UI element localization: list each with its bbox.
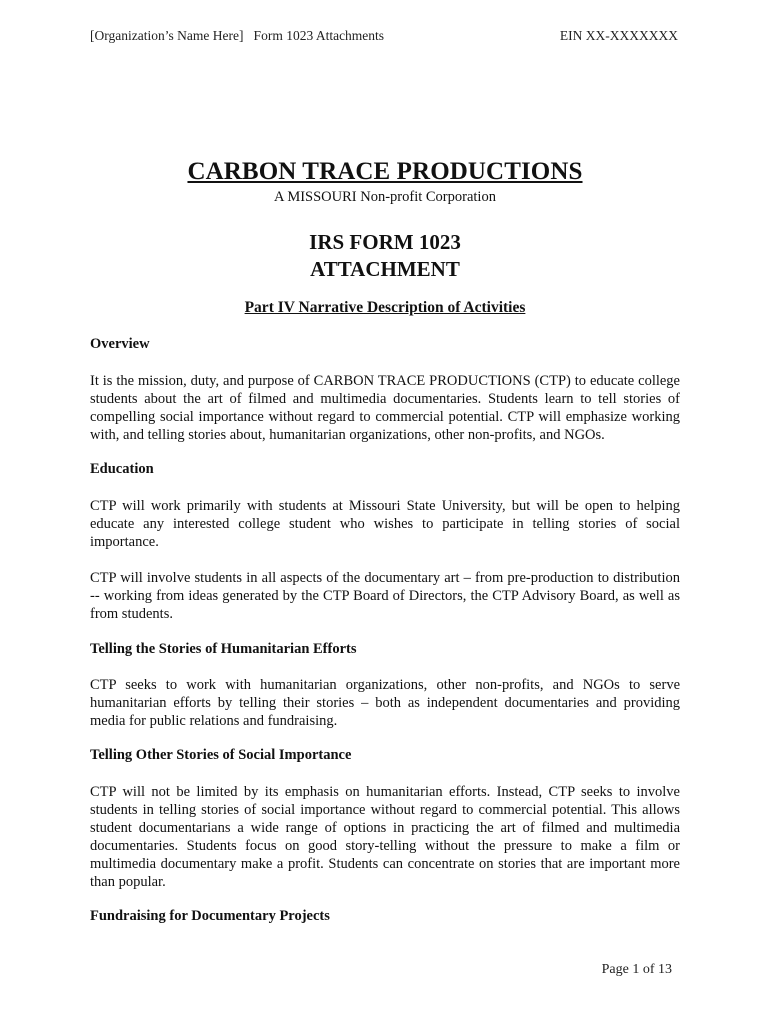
running-header xyxy=(90,28,678,44)
section-heading-humanitarian: Telling the Stories of Humanitarian Efforts xyxy=(90,641,357,657)
header-organization-form: [Organization’s Name Here] Form 1023 Attachments xyxy=(90,28,385,43)
section-heading-overview: Overview xyxy=(90,336,150,352)
form-title-line-1: IRS FORM 1023 xyxy=(309,230,461,254)
organization-subtitle: A MISSOURI Non-profit Corporation xyxy=(274,189,496,205)
organization-title: CARBON TRACE PRODUCTIONS xyxy=(187,158,583,185)
section-heading-social-importance: Telling Other Stories of Social Importance xyxy=(90,747,352,763)
page-number: Page 1 of 13 xyxy=(601,962,672,977)
form-title xyxy=(90,229,680,283)
education-paragraph-1: CTP will work primarily with students at Missouri State University, but will be open to helping educate any interested college student who wishes to participate in telling stories of social importance. xyxy=(90,498,680,550)
education-paragraph-2: CTP will involve students in all aspects of the documentary art – from pre-production to distribution -- working from ideas generated by the CTP Board of Directors, the CTP Advisory Board, as well as from students. xyxy=(90,570,680,622)
section-heading-fundraising: Fundraising for Documentary Projects xyxy=(90,908,330,924)
social-importance-paragraph: CTP will not be limited by its emphasis on humanitarian efforts. Instead, CTP seeks to involve students in telling stories of social importance without regard to commercial potential. This allows student documentarians a wide range of options in practicing the art of filmed and multimedia documentaries. Students focus on good story-telling without the pressure to make a film or multimedia documentary make a profit. Students can concentrate on stories that are important more than popular. xyxy=(90,784,680,890)
header-ein: EIN XX-XXXXXXX xyxy=(559,28,678,43)
overview-paragraph: It is the mission, duty, and purpose of CARBON TRACE PRODUCTIONS (CTP) to educate college students about the art of filmed and multimedia documentaries. Students learn to tell stories of compelling social importance without regard to commercial potential. CTP will emphasize working with, and telling stories about, humanitarian organizations, other non-profits, and NGOs. xyxy=(90,373,680,443)
humanitarian-paragraph: CTP seeks to work with humanitarian organizations, other non-profits, and NGOs to serve humanitarian efforts by telling their stories – both as independent documentaries and providing media for public relations and fundraising. xyxy=(90,677,680,729)
section-heading-education: Education xyxy=(90,461,154,477)
form-title-line-2: ATTACHMENT xyxy=(310,257,460,281)
part-heading: Part IV Narrative Description of Activities xyxy=(244,299,526,316)
